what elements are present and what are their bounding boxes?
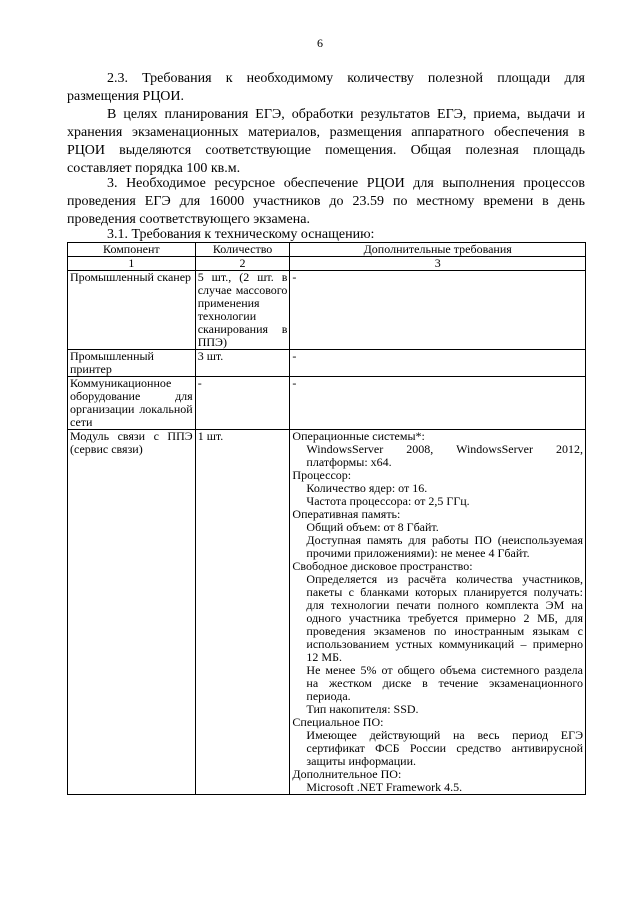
row-requirements: - (290, 350, 586, 377)
disk-minimum: Не менее 5% от общего объема системного раздела на жестком диске в течение экзаменационного периода. (306, 663, 583, 703)
ram-label: Оперативная память: (292, 507, 401, 521)
header-requirements: Дополнительные требования (290, 243, 586, 257)
row-quantity: 3 шт. (195, 350, 290, 377)
os-label: Операционные системы*: (292, 429, 425, 443)
section-2-3-body: В целях планирования ЕГЭ, обработки результатов ЕГЭ, приема, выдачи и хранения экзаменационных материалов, размещения аппаратного обеспечения в РЦОИ выделяются соответствующие помещения. Общая полезная площадь составляет порядка 100 кв.м. (67, 107, 585, 176)
table-number-row (68, 257, 586, 271)
col-number-1: 1 (68, 257, 196, 271)
row-quantity: 1 шт. (195, 430, 290, 795)
disk-calculation: Определяется из расчёта количества участников, пакеты с бланками которых планируется получать: для технологии печати полного комплекта ЭМ на одного участника требуется примерно 2 МБ, для проведения экзаменов по иностранным языкам с использованием устных коммуникаций – примерно 12 МБ. (306, 572, 583, 664)
table-row (68, 377, 586, 430)
row-quantity: 5 шт., (2 шт. в случае массового применения технологии сканирования в ППЭ) (195, 271, 290, 350)
row-component: Промышленный принтер (68, 350, 196, 377)
ram-available: Доступная память для работы ПО (неиспользуемая прочими приложениями): не менее 4 Гбайт. (306, 533, 583, 560)
row-component: Промышленный сканер (68, 271, 196, 350)
section-3-heading: 3. Необходимое ресурсное обеспечение РЦОИ для выполнения процессов проведения ЕГЭ для 16000 участников до 23.59 по местному времени в день проведения соответствующего экзамена. (67, 176, 585, 227)
cpu-cores: Количество ядер: от 16. (306, 481, 428, 495)
header-quantity: Количество (195, 243, 290, 257)
table-row (68, 271, 586, 350)
special-software-label: Специальное ПО: (292, 715, 384, 729)
special-software-value: Имеющее действующий на весь период ЕГЭ сертификат ФСБ России средство антивирусной защиты информации. (306, 728, 583, 768)
row-requirements: - (290, 377, 586, 430)
col-number-3: 3 (290, 257, 586, 271)
col-number-2: 2 (195, 257, 290, 271)
table-row-server (68, 430, 586, 795)
os-value: WindowsServer 2008, WindowsServer 2012, платформы: x64. (306, 442, 583, 469)
cpu-frequency: Частота процессора: от 2,5 ГГц. (306, 494, 470, 508)
table-header-row (68, 243, 586, 257)
disk-type: Тип накопителя: SSD. (306, 702, 419, 716)
page-number: 6 (317, 36, 323, 50)
row-requirements-server (290, 430, 586, 795)
extra-software-value: Microsoft .NET Framework 4.5. (306, 780, 463, 794)
table-row (68, 350, 586, 377)
section-2-3-heading: 2.3. Требования к необходимому количеству полезной площади для размещения РЦОИ. (67, 71, 585, 104)
row-requirements: - (290, 271, 586, 350)
cpu-label: Процессор: (292, 468, 352, 482)
ram-total: Общий объем: от 8 Гбайт. (306, 520, 439, 534)
row-quantity: - (195, 377, 290, 430)
row-component: Модуль связи с ППЭ (сервис связи) (68, 430, 196, 795)
header-component: Компонент (68, 243, 196, 257)
disk-label: Свободное дисковое пространство: (292, 559, 473, 573)
requirements-table (67, 242, 586, 795)
extra-software-label: Дополнительное ПО: (292, 767, 402, 781)
row-component: Коммуникационное оборудование для организации локальной сети (68, 377, 196, 430)
section-3-1-heading: 3.1. Требования к техническому оснащению: (107, 227, 375, 242)
